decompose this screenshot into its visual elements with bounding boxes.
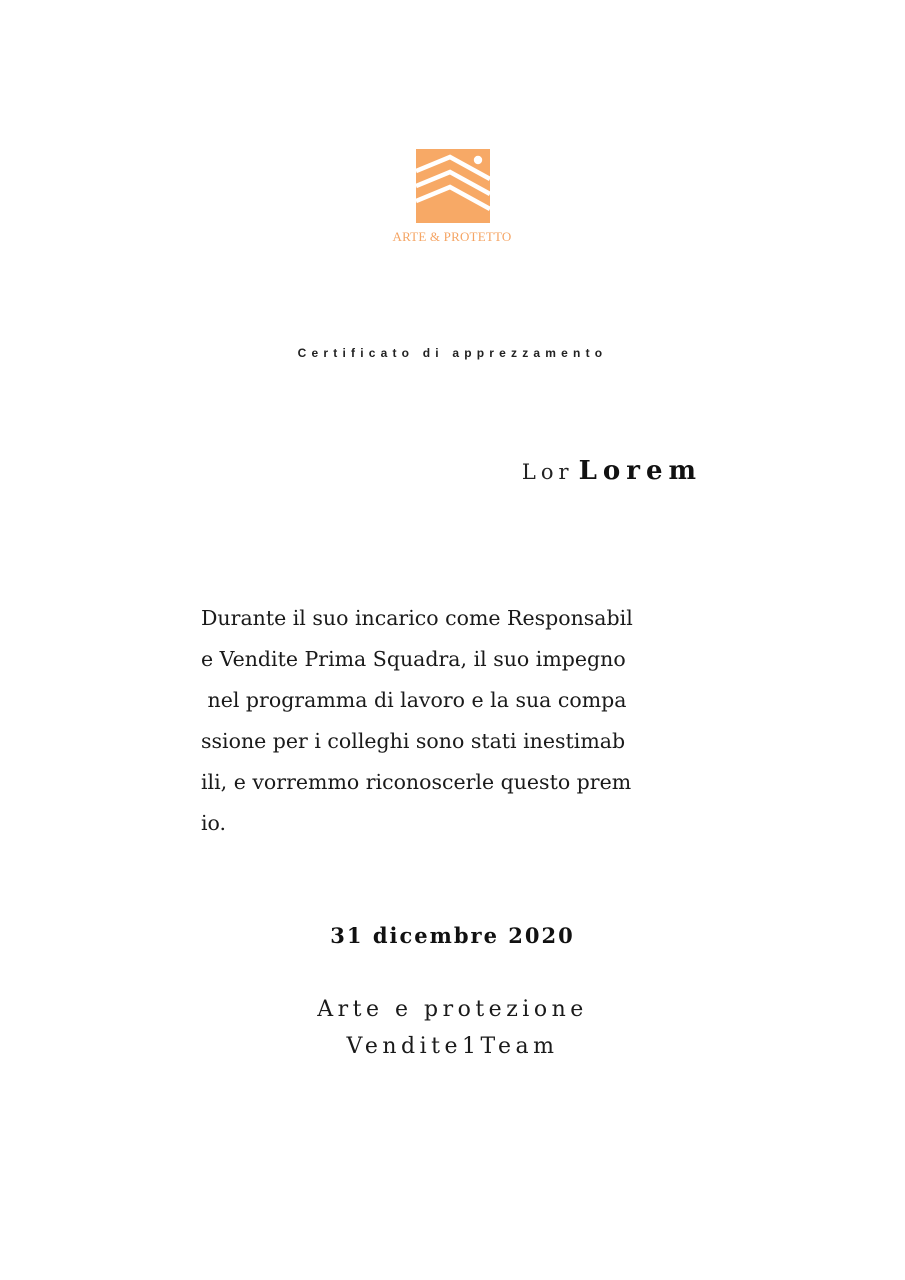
body-line: nel programma di lavoro e la sua compa [201, 688, 627, 712]
certificate-title: Certificato di apprezzamento [297, 346, 608, 360]
recipient-prefix: Lor [521, 460, 574, 484]
recipient-name-block [522, 456, 702, 486]
body-line: Durante il suo incarico come Responsabil [201, 606, 633, 630]
certificate-body [201, 598, 706, 844]
body-line: io. [201, 811, 227, 835]
recipient-name: Lorem [578, 456, 702, 486]
certificate-date: 31 dicembre 2020 [330, 923, 575, 948]
body-line: ili, e vorremmo riconoscerle questo prem [201, 770, 632, 794]
body-line: ssione per i colleghi sono stati inestimab [201, 729, 626, 753]
company-logo-icon [416, 149, 490, 223]
signature-line-team: Vendite1Team [346, 1034, 559, 1059]
signature-line-organization: Arte e protezione [317, 997, 588, 1022]
body-line: e Vendite Prima Squadra, il suo impegno [201, 647, 626, 671]
brand-name: ARTE & PROTETTO [392, 229, 512, 244]
signature-block [0, 991, 905, 1065]
